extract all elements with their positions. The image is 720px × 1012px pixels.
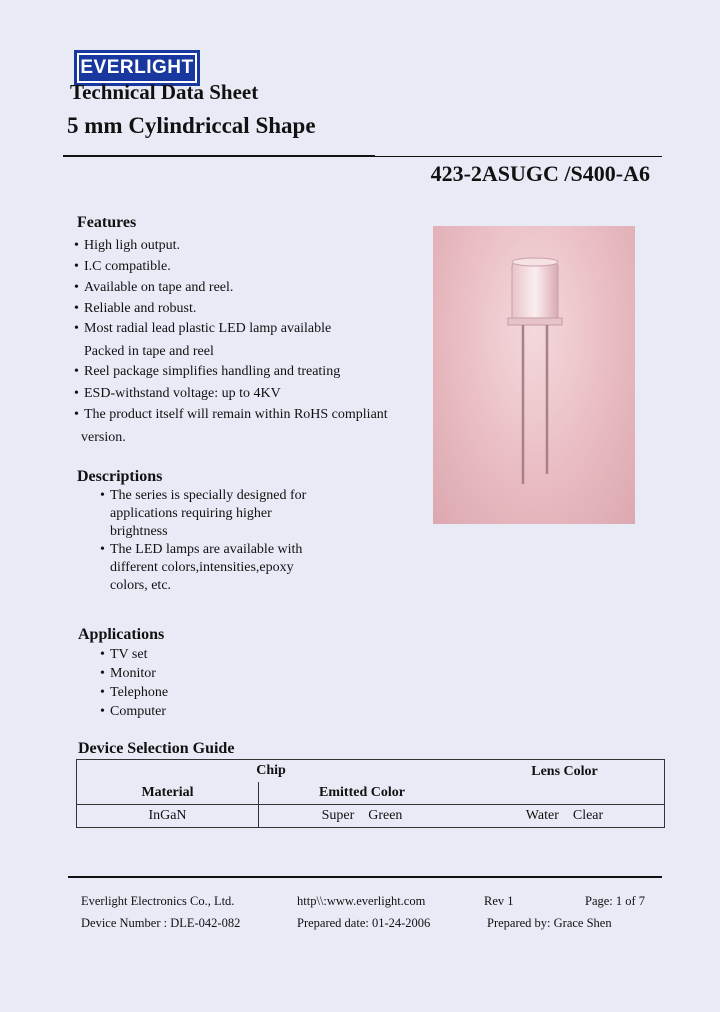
lens-color-cell: Water Clear <box>525 808 604 823</box>
prepared-date: Prepared date: 01-24-2006 <box>297 916 431 930</box>
material-cell: InGaN <box>77 805 259 828</box>
descriptions-list <box>100 487 306 595</box>
led-product-photo <box>433 226 635 524</box>
page-number: Page: 1 of 7 <box>585 894 646 908</box>
footer-rule <box>68 876 662 878</box>
table-header-row <box>77 760 665 783</box>
list-item: colors, etc. <box>110 578 172 593</box>
device-number: Device Number : DLE-042-082 <box>81 916 241 930</box>
list-item: • Most radial lead plastic LED lamp available <box>74 321 332 336</box>
descriptions-heading: Descriptions <box>77 468 163 485</box>
list-item: different colors,intensities,epoxy <box>110 560 294 575</box>
list-item: • The LED lamps are available with <box>100 542 303 557</box>
list-item: • High ligh output. <box>74 238 181 253</box>
list-item: • Reel package simplifies handling and treating <box>74 364 341 379</box>
list-item: • Monitor <box>100 666 156 681</box>
list-item: • Reliable and robust. <box>74 301 197 316</box>
applications-list <box>100 645 168 721</box>
company-name: Everlight Electronics Co., Ltd. <box>81 894 235 908</box>
company-url[interactable]: http\\:www.everlight.com <box>297 894 426 908</box>
part-number: 423-2ASUGC /S400-A6 <box>430 161 650 186</box>
list-item: • The product itself will remain within RoHS compliant <box>74 407 388 422</box>
applications-heading: Applications <box>78 626 165 643</box>
device-selection-table <box>76 759 665 828</box>
material-header: Material <box>77 782 259 805</box>
emitted-color-cell: Super Green <box>321 808 403 823</box>
guide-heading: Device Selection Guide <box>78 740 235 757</box>
list-item: • TV set <box>100 647 148 662</box>
list-item: • Computer <box>100 704 166 719</box>
list-item: • I.C compatible. <box>74 259 171 274</box>
header-rule-thin <box>375 156 662 157</box>
product-shape-title: 5 mm Cylindriccal Shape <box>67 113 316 138</box>
list-item: • Telephone <box>100 685 169 700</box>
list-item: • ESD-withstand voltage: up to 4KV <box>74 386 281 401</box>
list-item: applications requiring higher <box>110 506 272 521</box>
list-item: version. <box>81 430 126 445</box>
prepared-by: Prepared by: Grace Shen <box>487 916 612 930</box>
revision: Rev 1 <box>484 894 514 908</box>
list-item: Packed in tape and reel <box>84 344 214 359</box>
led-lamp-icon <box>433 226 635 524</box>
list-item: brightness <box>110 524 168 539</box>
list-item: • Available on tape and reel. <box>74 280 234 295</box>
list-item: • The series is specially designed for <box>100 488 307 503</box>
chip-header: Chip <box>256 763 286 778</box>
lens-color-header: Lens Color <box>531 764 598 779</box>
features-heading: Features <box>77 214 137 231</box>
doc-type-title: Technical Data Sheet <box>70 80 259 104</box>
everlight-logo: EVERLIGHT <box>74 50 200 86</box>
table-row <box>77 805 665 828</box>
header-rule <box>63 155 375 157</box>
features-list <box>74 236 388 448</box>
emitted-color-header: Emitted Color <box>319 785 405 800</box>
